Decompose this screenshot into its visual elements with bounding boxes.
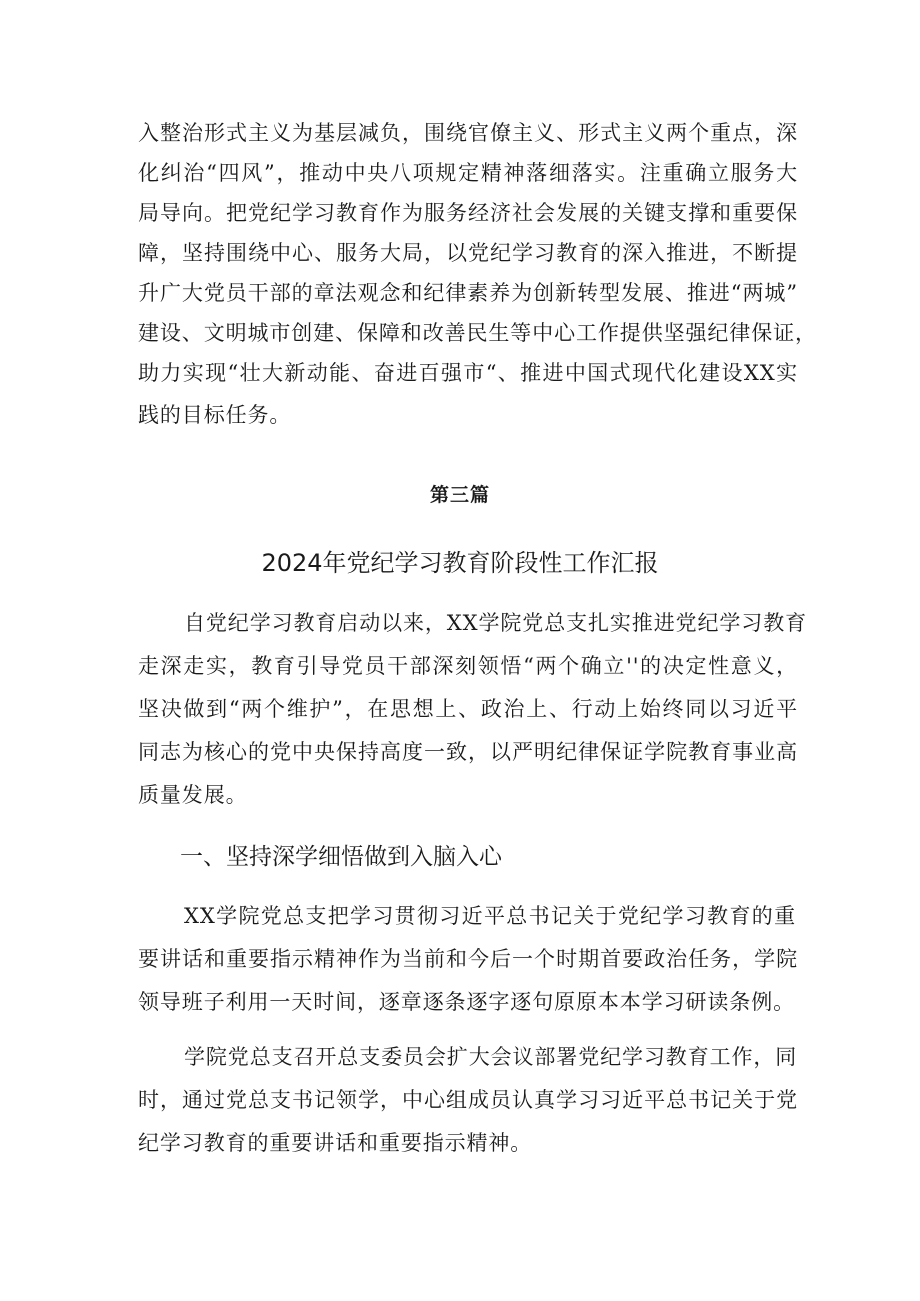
paragraph-line: 践的目标任务。 bbox=[138, 403, 292, 427]
paragraph-line: 自党纪学习教育启动以来，XX学院党总支扎实推进党纪学习教育 bbox=[184, 611, 807, 635]
paragraph-line: 建设、文明城市创建、保障和改善民生等中心工作提供坚强纪律保证， bbox=[138, 321, 817, 345]
paragraph-line: 学院党总支召开总支委员会扩大会议部署党纪学习教育工作，同 bbox=[184, 1045, 798, 1069]
paragraph-line: XX学院党总支把学习贯彻习近平总书记关于党纪学习教育的重 bbox=[184, 904, 796, 928]
paragraph-line: 纪学习教育的重要讲话和重要指示精神。 bbox=[138, 1131, 533, 1155]
section-heading: 一、坚持深学细悟做到入脑入心 bbox=[180, 844, 502, 870]
paragraph-line: 同志为核心的党中央保持高度一致，以严明纪律保证学院教育事业高 bbox=[138, 740, 798, 764]
paragraph-line: 入整治形式主义为基层减负，围绕官僚主义、形式主义两个重点，深 bbox=[138, 121, 798, 145]
paragraph-line: 领导班子利用一天时间，逐章逐条逐字逐句原原本本学习研读条例。 bbox=[138, 990, 795, 1014]
paragraph-line: 坚决做到“两个维护”，在思想上、政治上、行动上始终同以习近平 bbox=[138, 697, 798, 721]
paragraph-line: 时，通过党总支书记领学，中心组成员认真学习习近平总书记关于党 bbox=[138, 1088, 798, 1112]
paragraph-line: 助力实现“壮大新动能、奋进百强市“、推进中国式现代化建设XX实 bbox=[138, 361, 798, 385]
section-label: 第三篇 bbox=[429, 484, 490, 506]
paragraph-line: 走深走实，教育引导党员干部深刻领悟“两个确立''的决定性意义， bbox=[138, 654, 798, 678]
paragraph-line: 升广大党员干部的章法观念和纪律素养为创新转型发展、推进“两城” bbox=[138, 281, 798, 305]
document-title: 2024年党纪学习教育阶段性工作汇报 bbox=[261, 549, 659, 577]
paragraph-line: 质量发展。 bbox=[138, 783, 248, 807]
paragraph-line: 局导向。把党纪学习教育作为服务经济社会发展的关键支撑和重要保 bbox=[138, 201, 798, 225]
paragraph-line: 障，坚持围绕中心、服务大局，以党纪学习教育的深入推进，不断提 bbox=[138, 241, 798, 265]
paragraph-line: 要讲话和重要指示精神作为当前和今后一个时期首要政治任务，学院 bbox=[138, 947, 798, 971]
paragraph-line: 化纠治“四风”，推动中央八项规定精神落细落实。注重确立服务大 bbox=[138, 161, 798, 185]
